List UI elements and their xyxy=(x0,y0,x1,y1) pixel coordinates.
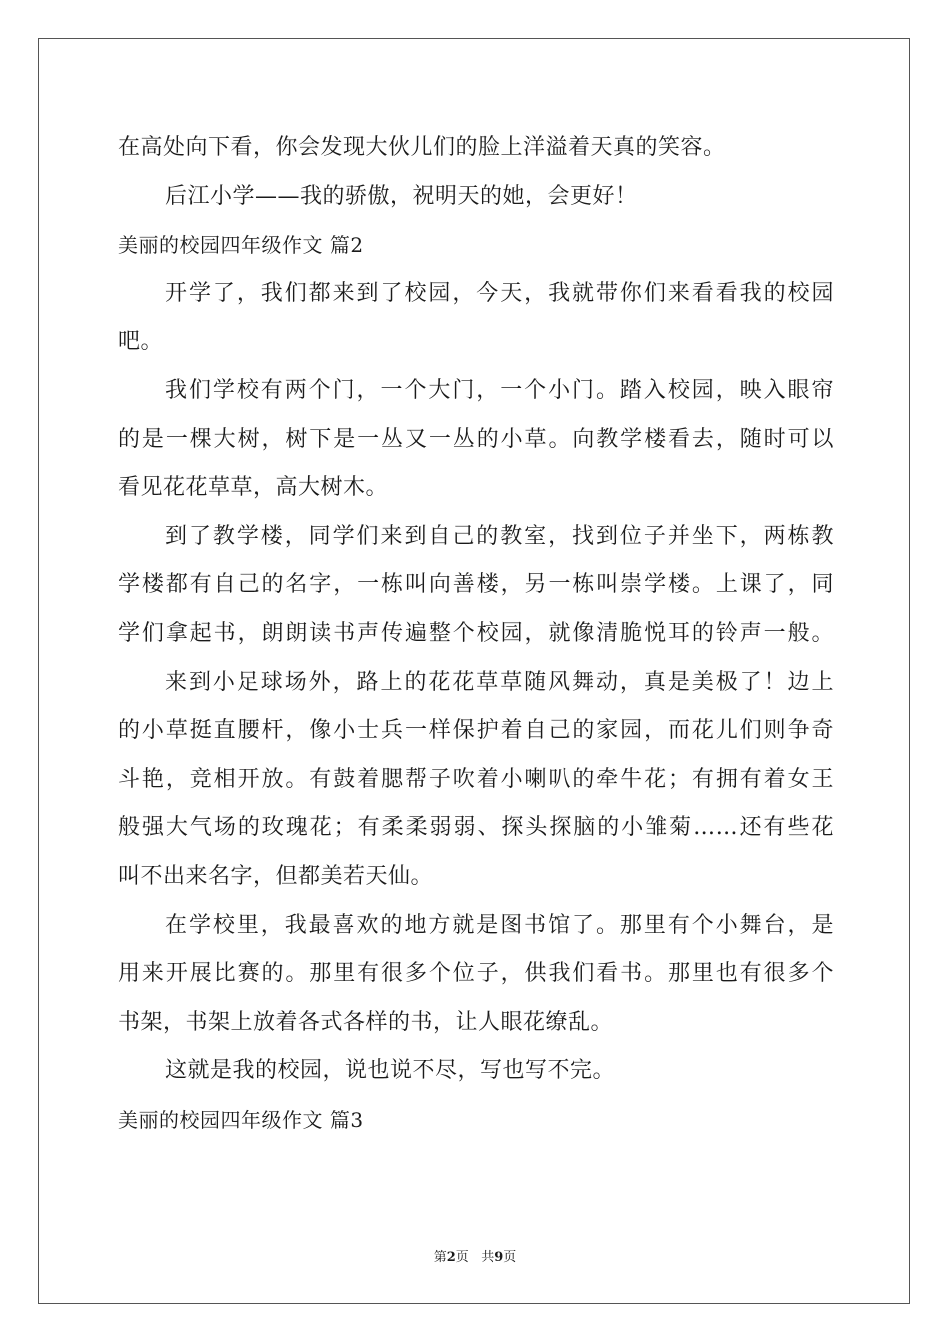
footer-page-suffix: 页 xyxy=(455,1250,469,1265)
footer-total-suffix: 页 xyxy=(503,1250,517,1265)
footer-total-prefix: 共 xyxy=(481,1250,495,1265)
paragraph-line: 我们学校有两个门，一个大门，一个小门。踏入校园，映入眼帘 xyxy=(165,377,834,403)
paragraph-line: 学们拿起书，朗朗读书声传遍整个校园，就像清脆悦耳的铃声一般。 xyxy=(118,620,834,646)
paragraph-line: 用来开展比赛的。那里有很多个位子，供我们看书。那里也有很多个 xyxy=(118,961,834,987)
paragraph-line: 这就是我的校园，说也说不尽，写也写不完。 xyxy=(165,1058,616,1084)
page-footer xyxy=(0,1246,950,1265)
total-page-number: 9 xyxy=(494,1250,504,1265)
section-heading: 美丽的校园四年级作文 篇3 xyxy=(118,1107,364,1132)
paragraph-line: 书架，书架上放着各式各样的书，让人眼花缭乱。 xyxy=(118,1009,614,1035)
paragraph-line: 吧。 xyxy=(118,329,164,355)
paragraph-line: 般强大气场的玫瑰花；有柔柔弱弱、探头探脑的小雏菊……还有些花 xyxy=(118,815,834,841)
document-body xyxy=(118,124,834,1144)
paragraph-line: 开学了，我们都来到了校园，今天，我就带你们来看看我的校园 xyxy=(165,280,834,306)
section-heading: 美丽的校园四年级作文 篇2 xyxy=(118,233,364,258)
footer-prefix: 第 xyxy=(433,1250,447,1265)
paragraph-line: 到了教学楼，同学们来到自己的教室，找到位子并坐下，两栋教 xyxy=(165,523,834,549)
paragraph-line: 在学校里，我最喜欢的地方就是图书馆了。那里有个小舞台，是 xyxy=(165,912,834,938)
paragraph-line: 在高处向下看，你会发现大伙儿们的脸上洋溢着天真的笑容。 xyxy=(118,135,726,160)
paragraph-line: 来到小足球场外，路上的花花草草随风舞动，真是美极了！边上 xyxy=(165,669,834,695)
paragraph-line: 叫不出来名字，但都美若天仙。 xyxy=(118,863,434,889)
paragraph-line: 的小草挺直腰杆，像小士兵一样保护着自己的家园，而花儿们则争奇 xyxy=(118,718,834,744)
paragraph-line: 后江小学——我的骄傲，祝明天的她，会更好！ xyxy=(165,183,638,209)
paragraph-line: 看见花花草草，高大树木。 xyxy=(118,475,389,501)
paragraph-line: 斗艳，竞相开放。有鼓着腮帮子吹着小喇叭的牵牛花；有拥有着女王 xyxy=(118,766,834,792)
paragraph-line: 学楼都有自己的名字，一栋叫向善楼，另一栋叫崇学楼。上课了，同 xyxy=(118,572,834,598)
paragraph-line: 的是一棵大树，树下是一丛又一丛的小草。向教学楼看去，随时可以 xyxy=(118,426,834,452)
current-page-number: 2 xyxy=(446,1250,456,1265)
